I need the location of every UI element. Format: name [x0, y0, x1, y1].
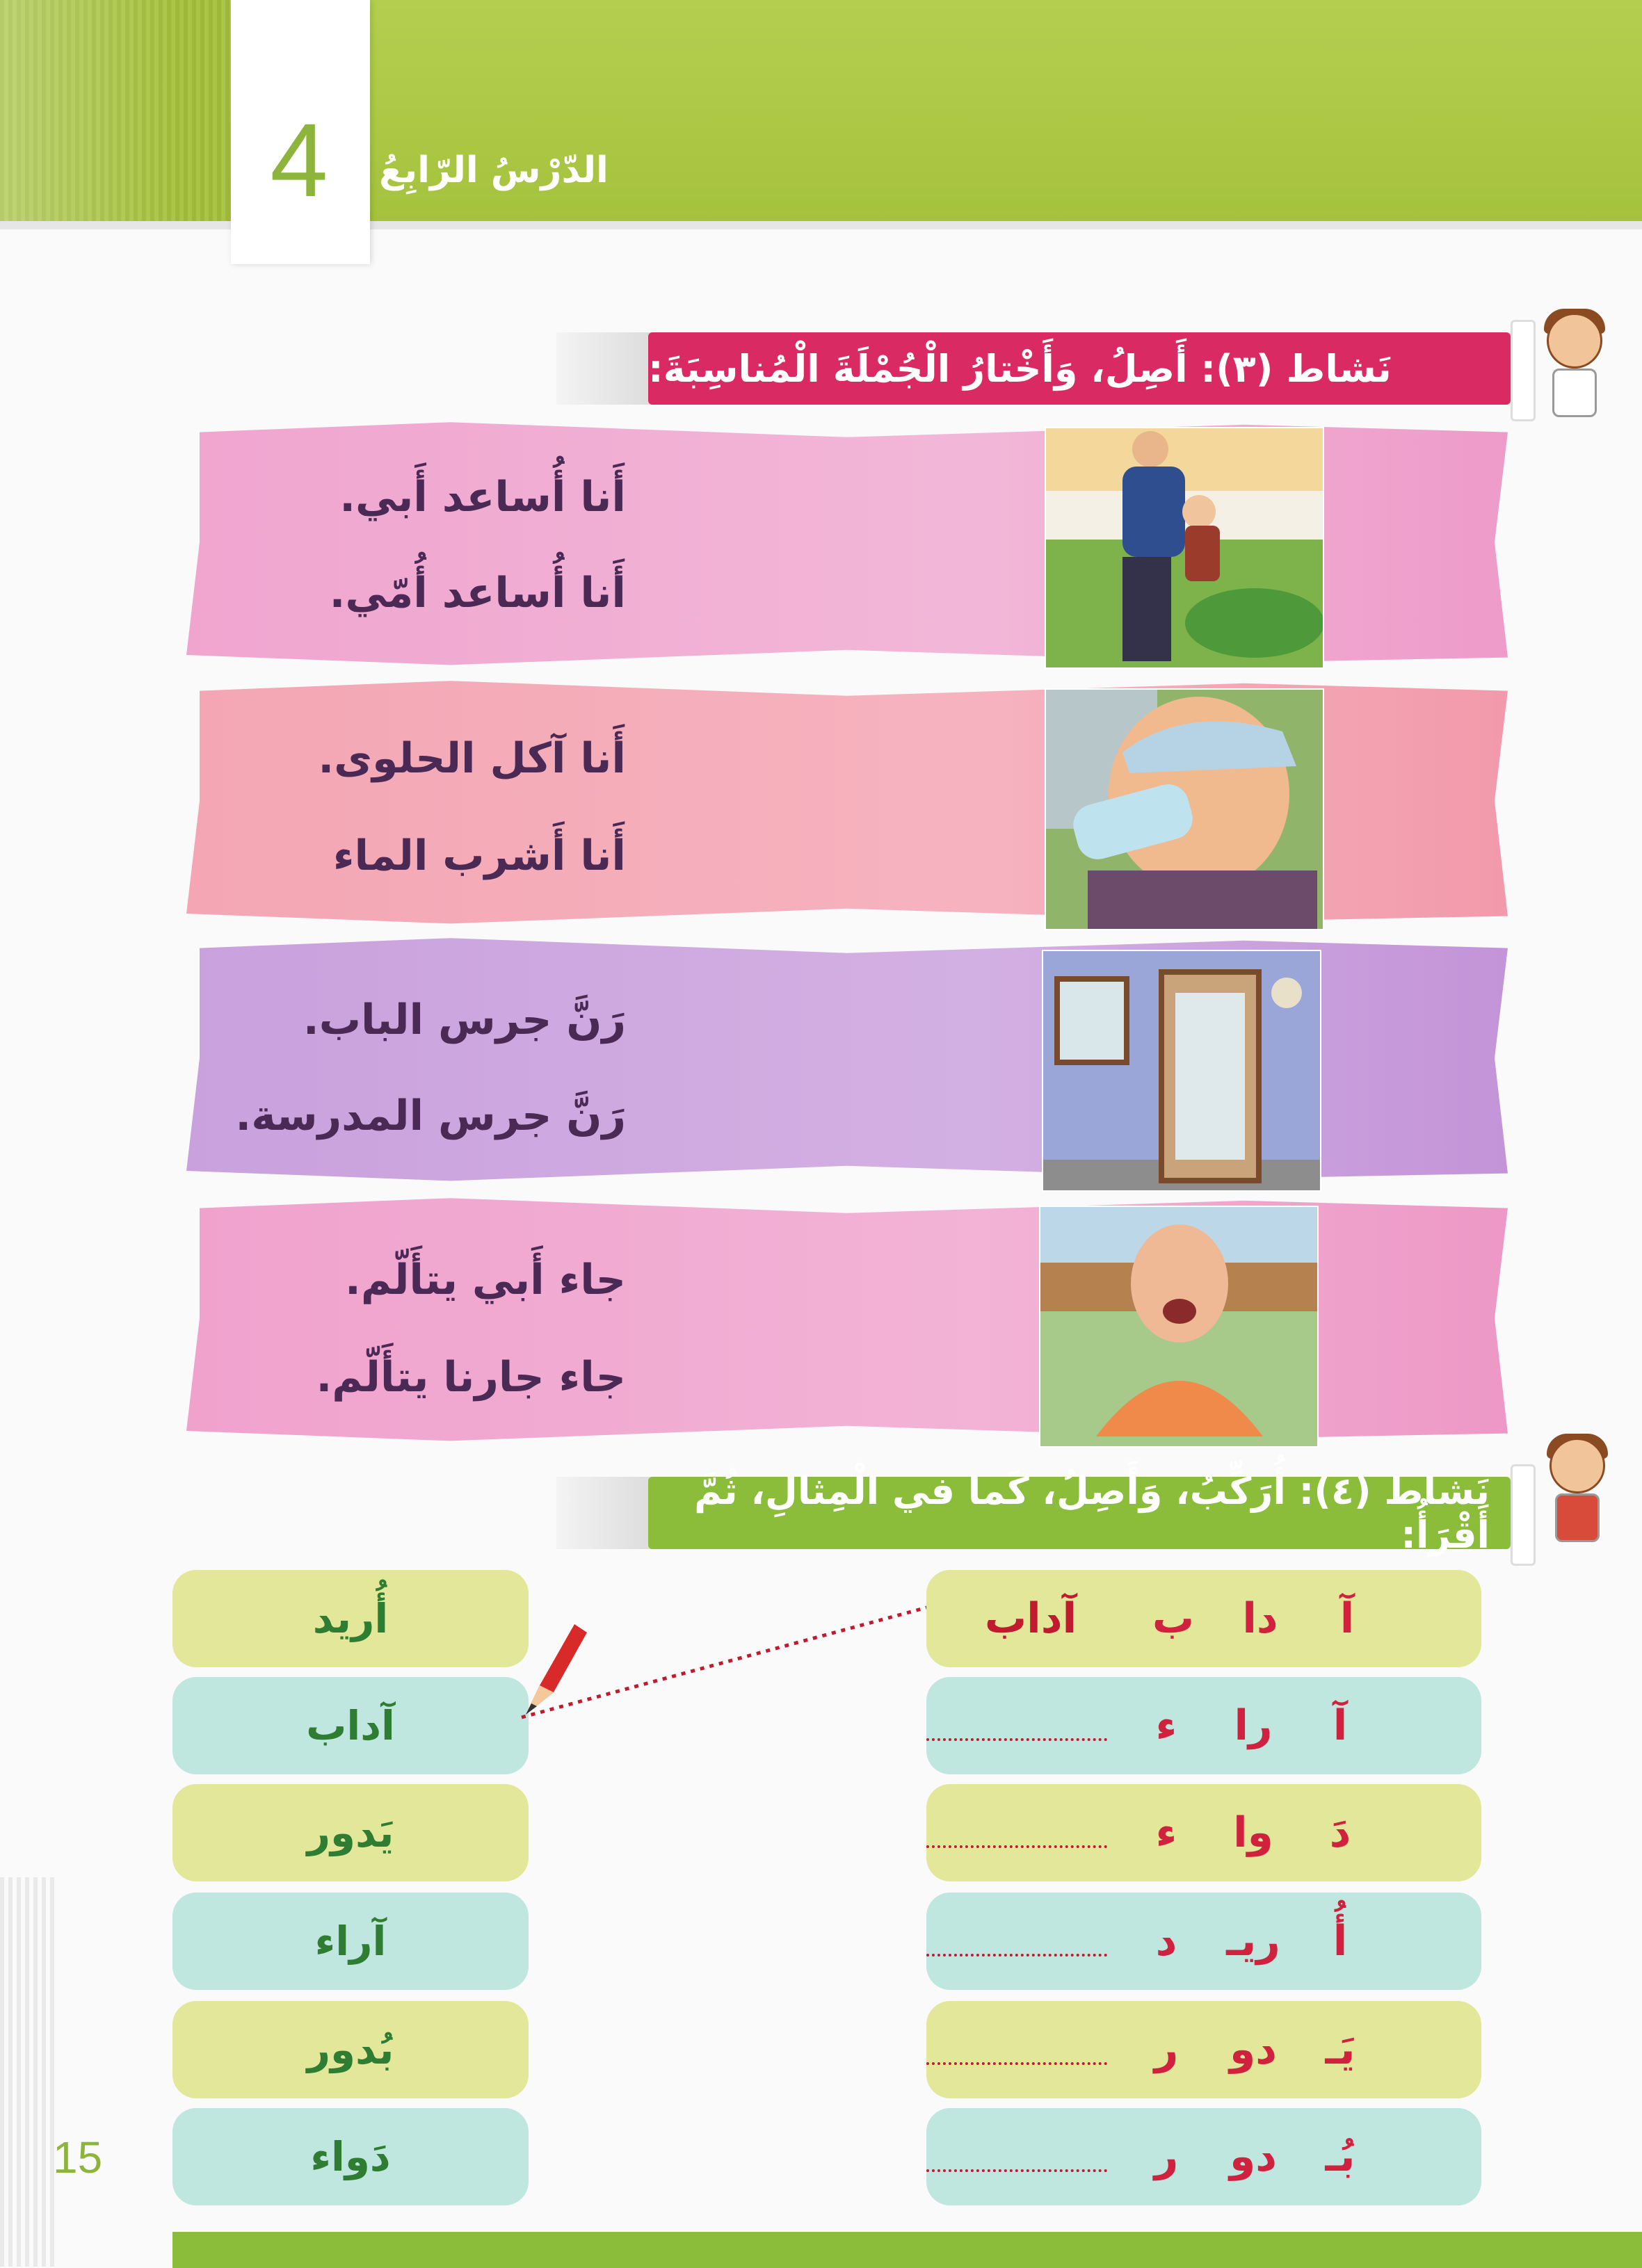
syllable: يَـ — [1325, 2025, 1355, 2074]
syllable: دا — [1242, 1594, 1278, 1643]
banner-tab — [1511, 320, 1536, 421]
word-option[interactable]: آراء — [172, 1893, 529, 1990]
banner-ribbon — [556, 332, 654, 405]
syllable: بُـ — [1325, 2132, 1355, 2181]
syllable: دو — [1229, 2132, 1278, 2181]
syllable: ر — [1154, 2025, 1179, 2074]
word-option[interactable]: يَدور — [172, 1784, 529, 1881]
picture-father-in-pain[interactable] — [1039, 1206, 1319, 1448]
activity3-title: نَشاط (٣): أَصِلُ، وَأَخْتارُ الْجُمْلَةَ الْمُناسِبَةَ: — [648, 346, 1392, 391]
sentence[interactable]: أَنا أُساعد أَبي. — [339, 473, 626, 521]
lesson-number: 4 — [270, 102, 328, 218]
lesson-title: الدّرْسُ الرّابِعُ — [379, 149, 609, 191]
sentence[interactable]: رَنَّ جرس المدرسة. — [235, 1092, 626, 1140]
syllable: ء — [1155, 1808, 1177, 1857]
syllable: وا — [1233, 1808, 1273, 1857]
pencil-icon — [512, 1617, 595, 1722]
syllable-row — [926, 1893, 1481, 1990]
syllable-row — [926, 1570, 1481, 1667]
header-highlight — [0, 0, 181, 221]
syllable-row — [926, 2001, 1481, 2098]
scientist-kid-icon — [1540, 313, 1609, 424]
picture-helping-father[interactable] — [1045, 427, 1324, 669]
activity4-title: نَشاط (٤): أُرَكِّبُ، وَأَصِلُ، كَما في الْمِثالِ، ثُمَّ أَقْرَأُ: — [694, 1469, 1490, 1557]
syllable: دَ — [1329, 1808, 1351, 1857]
picture-doorbell[interactable] — [1042, 950, 1321, 1192]
syllable: را — [1234, 1701, 1273, 1750]
activity4-banner — [648, 1469, 1511, 1557]
syllable: ء — [1155, 1701, 1177, 1750]
sentence[interactable]: جاء جارنا يتأَلّم. — [316, 1353, 626, 1402]
word-option[interactable]: دَواء — [172, 2108, 529, 2205]
sentence[interactable]: أَنا أَشرب الماء — [332, 832, 626, 880]
syllable: أُ — [1333, 1917, 1348, 1966]
syllable: آ — [1339, 1594, 1355, 1643]
syllable: ريـ — [1226, 1917, 1280, 1966]
picture-drinking-water[interactable] — [1045, 688, 1324, 930]
syllable: د — [1155, 1917, 1177, 1966]
answer-example: آداب — [984, 1594, 1077, 1643]
syllable-row — [926, 1784, 1481, 1881]
syllable-row — [926, 2108, 1481, 2205]
activity3-banner — [648, 332, 1511, 405]
syllable-row — [926, 1677, 1481, 1774]
word-option[interactable]: بُدور — [172, 2001, 529, 2098]
answer-blank[interactable] — [926, 2055, 1107, 2065]
answer-blank[interactable] — [926, 1838, 1107, 1848]
page-number: 15 — [53, 2132, 103, 2182]
answer-blank[interactable] — [926, 2162, 1107, 2172]
word-option[interactable]: آداب — [172, 1677, 529, 1774]
syllable: آ — [1333, 1701, 1348, 1750]
sentence[interactable]: جاء أَبي يتأَلّم. — [345, 1256, 626, 1304]
sentence[interactable]: أَنا آكل الحلوى. — [318, 734, 626, 783]
syllable: ر — [1154, 2132, 1179, 2181]
footer-bar — [172, 2232, 1642, 2268]
sentence[interactable]: رَنَّ جرس الباب. — [303, 996, 626, 1044]
banner-ribbon — [556, 1477, 654, 1549]
syllable: دو — [1229, 2025, 1278, 2074]
sentence[interactable]: أَنا أُساعد أُمّي. — [329, 569, 626, 617]
decorative-stripes — [0, 1877, 56, 2267]
answer-blank[interactable] — [926, 1731, 1107, 1741]
word-option[interactable]: أُريد — [172, 1570, 529, 1667]
banner-tab — [1511, 1464, 1536, 1566]
answer-blank[interactable] — [926, 1947, 1107, 1957]
kid-with-megaphone-icon — [1543, 1438, 1612, 1549]
syllable: ب — [1152, 1594, 1195, 1643]
